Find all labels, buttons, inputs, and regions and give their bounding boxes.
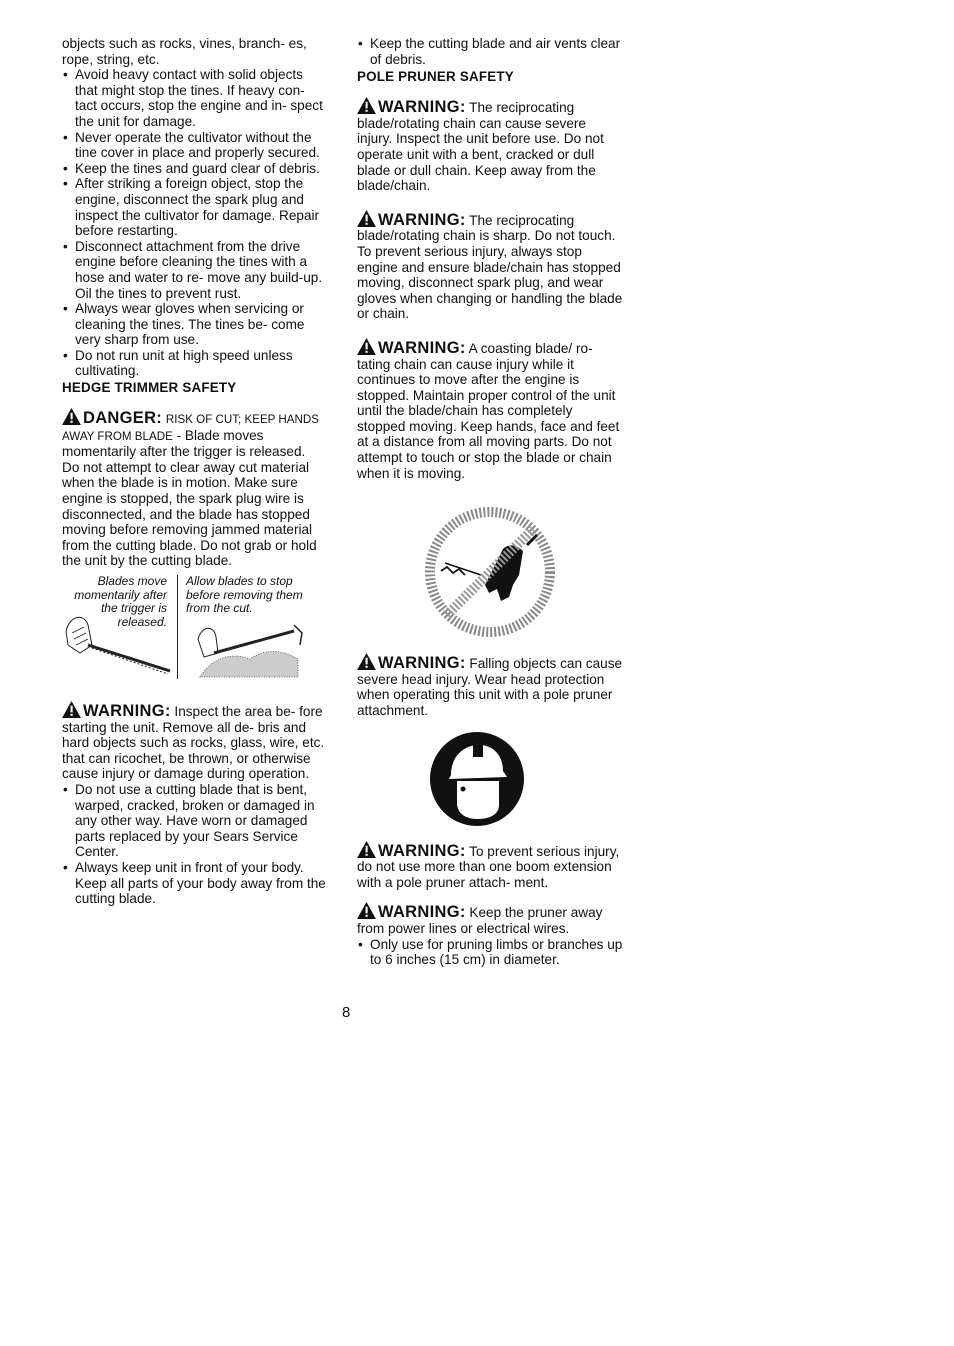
warning-signal: WARNING: (357, 208, 466, 229)
warning-triangle-icon (357, 653, 376, 670)
danger-signal: DANGER: (62, 406, 162, 427)
list-item: • Keep the cutting blade and air vents clear of debris. (357, 36, 623, 67)
list-item: • After striking a foreign object, stop the engine, disconnect the spark plug and inspect the cultivator for damage. Repair before restarting. (62, 176, 326, 238)
list-item: • Do not run unit at high speed unless cultivating. (62, 348, 326, 379)
left-column (62, 36, 326, 907)
warning-signal: WARNING: (357, 900, 466, 921)
caption-allow-blades: Allow blades to stop before removing them from the cut. (186, 574, 303, 616)
list-item: • Do not use a cutting blade that is bent, warped, cracked, broken or damaged in any other way. Have worn or damaged parts replaced by your Sears Service Center. (62, 782, 326, 860)
intro-text: objects such as rocks, vines, branch- es, rope, string, etc. (62, 36, 307, 67)
warning-paragraph: WARNING: The reciprocating blade/rotating chain is sharp. Do not touch. To prevent serious injury, always stop engine and ensure blade/chain has stopped moving, disconnect spark plug, and wear gloves when changing or handling the blade or chain. (357, 208, 623, 322)
warning-signal: WARNING: (62, 699, 171, 720)
list-item: • Never operate the cultivator without the tine cover in place and properly secured. (62, 130, 326, 161)
blade-bullet-list (62, 782, 326, 907)
warning-signal: WARNING: (357, 95, 466, 116)
head-protection-icon (429, 731, 525, 827)
list-item: • Avoid heavy contact with solid objects that might stop the tines. If heavy con- tact occurs, stop the engine and in- spect the unit for damage. (62, 67, 326, 129)
warning-boom-paragraph: WARNING: To prevent serious injury, do not use more than one boom extension with a pole pruner attach- ment. (357, 839, 623, 891)
list-item: • Always keep unit in front of your body. Keep all parts of your body away from the cutting blade. (62, 860, 326, 907)
warning-paragraph: WARNING: The reciprocating blade/rotating chain can cause severe injury. Inspect the unit before use. Do not operate unit with a bent, cracked or dull blade or dull chain. Keep away from the blade/chain. (357, 95, 623, 194)
top-bullet-list (357, 36, 623, 67)
warning-triangle-icon (357, 902, 376, 919)
warning-inspect-paragraph (62, 699, 326, 782)
warning-signal: WARNING: (357, 651, 466, 672)
list-item: • Always wear gloves when servicing or cleaning the tines. The tines be- come very sharp from use. (62, 301, 326, 348)
warning-power-paragraph: WARNING: Keep the pruner away from power lines or electrical wires. (357, 900, 623, 936)
list-item: • Disconnect attachment from the drive engine before cleaning the tines with a hose and water to re- move any build-up. Oil the tines to prevent rust. (62, 239, 326, 301)
warning-triangle-icon (62, 408, 81, 425)
hedge-trimmer-hedge-illustration (194, 619, 306, 679)
cultivator-bullet-list (62, 67, 326, 379)
pruning-bullet-list (357, 937, 623, 968)
list-item: • Only use for pruning limbs or branches up to 6 inches (15 cm) in diameter. (357, 937, 623, 968)
hedge-trimmer-hand-illustration (62, 605, 174, 677)
page-number: 8 (342, 1004, 351, 1021)
danger-paragraph (62, 406, 326, 569)
warning-triangle-icon (357, 338, 376, 355)
blades-move-illustration (62, 575, 177, 679)
no-touch-blade-icon (423, 505, 557, 639)
warning-triangle-icon (62, 701, 81, 718)
warning-signal: WARNING: (357, 336, 466, 357)
warning-triangle-icon (357, 841, 376, 858)
right-column (357, 36, 623, 968)
warning-signal: WARNING: (357, 839, 466, 860)
hedge-trimmer-illustrations (62, 575, 326, 679)
warning-inspect-text: Inspect the area be- fore starting the unit. Remove all de- bris and hard objects such as rocks, glass, wire, etc. that can ricochet, be thrown, or otherwise cause injury or damage during operation. (62, 704, 325, 782)
warning-paragraph: WARNING: A coasting blade/ ro- tating chain can cause injury while it continues to move after the engine is stopped. Maintain proper control of the unit until the blade/chain has completely stopped moving. Keep hands, face and feet at a distance from all moving parts. Do not attempt to touch or stop the blade or chain when it is moving. (357, 336, 623, 481)
warning-triangle-icon (357, 210, 376, 227)
caption-blades-move: Blades move momentarily after the trigger is released. (74, 574, 167, 629)
hedge-trimmer-heading: HEDGE TRIMMER SAFETY (62, 380, 237, 396)
danger-caps-text: RISK OF CUT; KEEP HANDS AWAY FROM BLADE (62, 413, 320, 443)
warning-triangle-icon (357, 97, 376, 114)
pole-pruner-heading: POLE PRUNER SAFETY (357, 69, 514, 85)
list-item: • Keep the tines and guard clear of debris. (62, 161, 326, 177)
allow-blades-illustration (177, 575, 326, 679)
warning-head-paragraph: WARNING: Falling objects can cause severe head injury. Wear head protection when operating this unit with a pole pruner attachment. (357, 651, 623, 718)
danger-body-text: - Blade moves momentarily after the trigger is released. Do not attempt to clear away cut material when the blade is in motion. Make sure engine is stopped, the spark plug wire is disconnected, and the blade has stopped moving before removing jammed material from the cutting blade. Do not grab or hold the unit by the cutting blade. (62, 427, 317, 569)
